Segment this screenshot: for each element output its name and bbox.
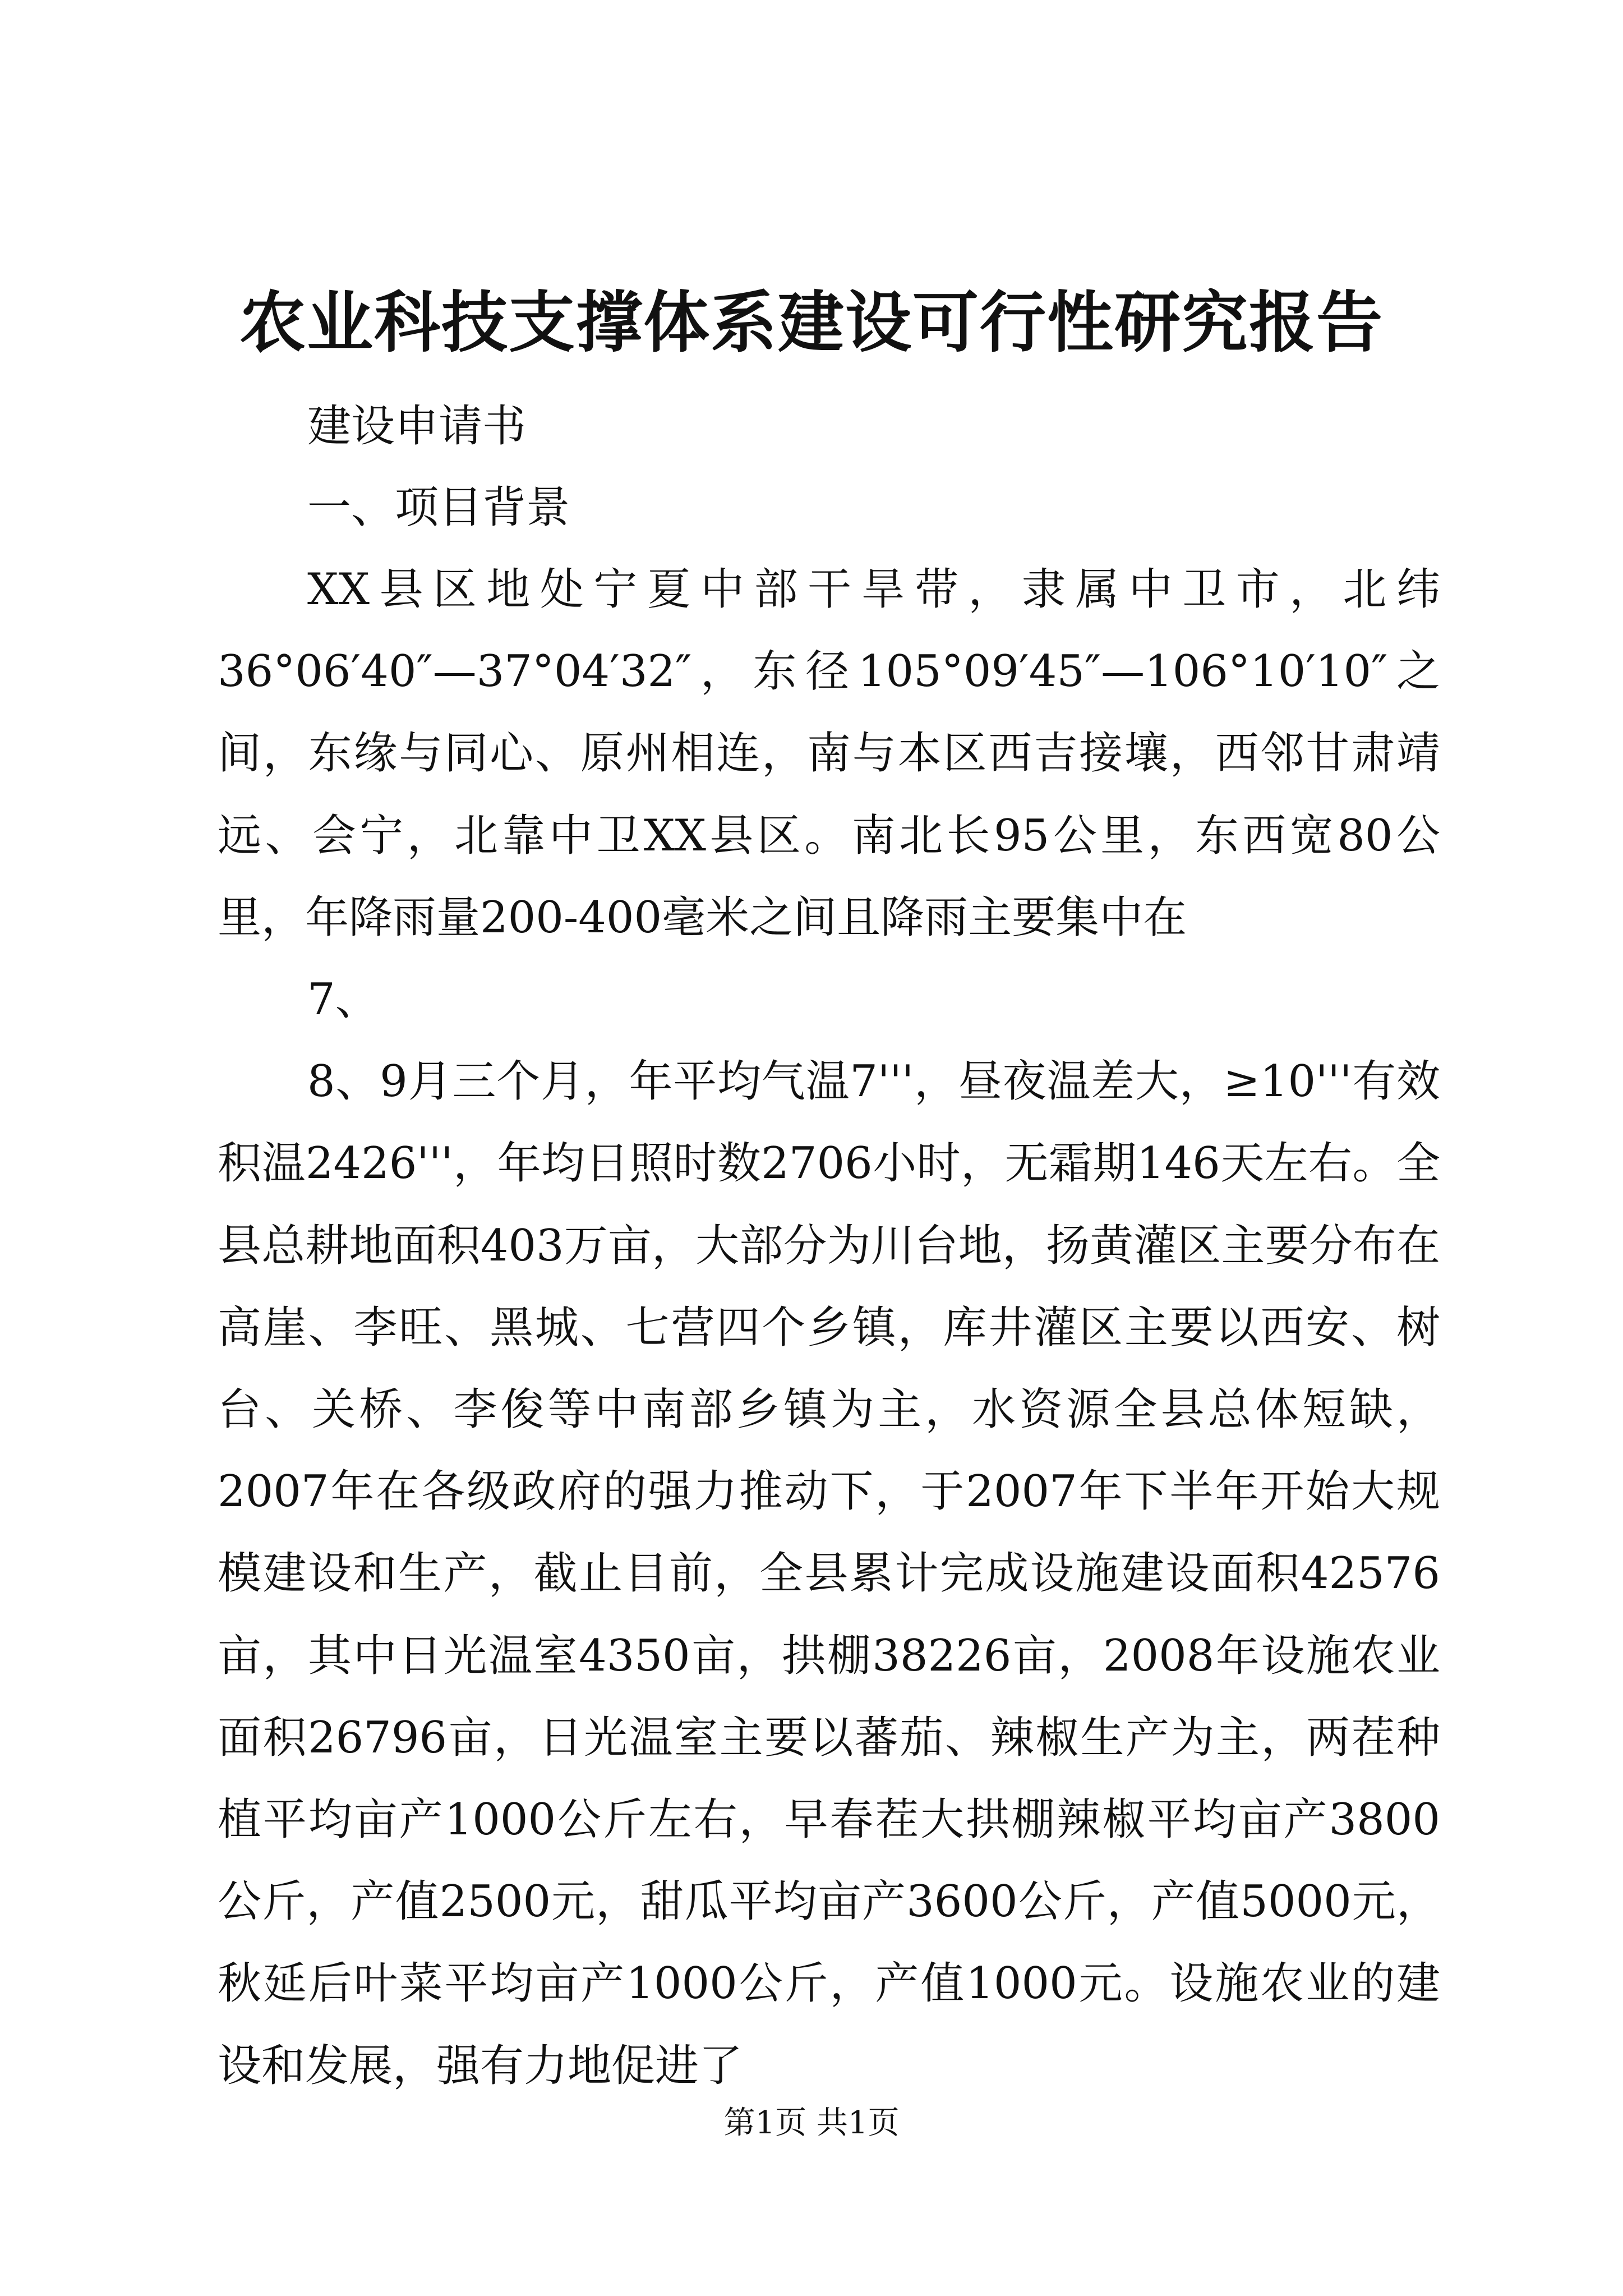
- document-body: [218, 549, 1440, 2107]
- paragraph-climate-agriculture: 8、9月三个月，年平均气温7'''，昼夜温差大，≥10'''有效积温2426'''，年均日照时数2706小时，无霜期146天左右。全县总耕地面积403万亩，大部分为川台地，扬黄灌区主要分布在高崖、李旺、黑城、七营四个乡镇，库井灌区主要以西安、树台、关桥、李俊等中南部乡镇为主，水资源全县总体短缺，2007年在各级政府的强力推动下，于2007年下半年开始大规模建设和生产，截止目前，全县累计完成设施建设面积42576亩，其中日光温室4350亩，拱棚38226亩，2008年设施农业面积26796亩，日光温室主要以蕃茄、辣椒生产为主，两茬种植平均亩产1000公斤左右，早春茬大拱棚辣椒平均亩产3800公斤，产值2500元，甜瓜平均亩产3600公斤，产值5000元，秋延后叶菜平均亩产1000公斤，产值1000元。设施农业的建设和发展，强有力地促进了: [218, 1056, 1440, 2091]
- document-subtitle: 建设申请书: [307, 401, 527, 452]
- document-title: 农业科技支撑体系建设可行性研究报告: [239, 283, 1384, 361]
- paragraph-item-7: 7、: [307, 974, 379, 1025]
- page-footer: 第1页 共1页: [723, 2105, 900, 2141]
- section-heading: 一、项目背景: [307, 482, 570, 533]
- paragraph-location: XX县区地处宁夏中部干旱带，隶属中卫市，北纬36°06′40″—37°04′32″，东径105°09′45″—106°10′10″之间，东缘与同心、原州相连，南与本区西吉接壤，西邻甘肃靖远、会宁，北靠中卫XX县区。南北长95公里，东西宽80公里，年降雨量200-400毫米之间且降雨主要集中在: [218, 564, 1440, 943]
